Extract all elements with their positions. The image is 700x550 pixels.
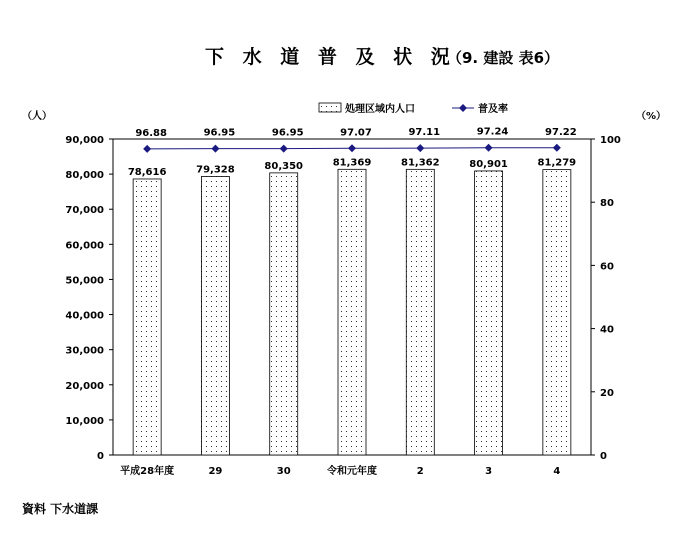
left-tick-label: 90,000 (65, 135, 104, 146)
left-tick-label: 70,000 (65, 205, 104, 217)
chart-subtitle: （9. 建設 表6） (447, 49, 560, 67)
rate-value-label: 96.95 (271, 127, 304, 139)
left-tick-label: 0 (97, 451, 104, 462)
right-tick-label: 40 (600, 324, 614, 336)
x-tick-label: 4 (553, 466, 561, 477)
rate-point (485, 144, 493, 152)
x-tick-label: 3 (485, 466, 493, 477)
rate-value-label: 96.95 (203, 127, 236, 139)
legend-bar-swatch (319, 103, 341, 112)
rate-point (143, 145, 151, 153)
rate-point (553, 144, 561, 152)
legend (319, 102, 508, 115)
legend-line-label: 普及率 (478, 104, 508, 115)
bar (270, 173, 298, 455)
right-tick-label: 100 (600, 135, 621, 146)
bar-value-label: 81,362 (400, 157, 440, 169)
bar-value-label: 80,350 (264, 160, 304, 172)
bar (133, 179, 161, 455)
source-note: 資料 下水道課 (22, 502, 99, 516)
bar-value-label: 80,901 (469, 158, 508, 170)
x-tick-label: 令和元年度 (327, 466, 377, 477)
bar (406, 169, 434, 455)
bar (475, 171, 503, 455)
bar-value-label: 81,369 (332, 157, 372, 169)
rate-point (348, 144, 356, 152)
bar-value-label: 78,616 (127, 166, 167, 178)
x-tick-label: 30 (276, 466, 291, 477)
left-tick-label: 50,000 (65, 275, 104, 287)
rate-value-label: 97.07 (340, 127, 372, 139)
right-tick-label: 80 (600, 198, 614, 210)
right-tick-label: 60 (600, 261, 614, 273)
bar (201, 176, 229, 455)
rate-value-label: 96.88 (135, 127, 167, 139)
right-tick-label: 0 (600, 451, 607, 462)
rate-value-label: 97.22 (545, 126, 577, 138)
left-tick-label: 60,000 (65, 240, 104, 252)
chart-title: 下 水 道 普 及 状 況 (205, 46, 456, 68)
x-tick-label: 平成28年度 (120, 466, 175, 477)
rate-point (416, 144, 424, 152)
right-tick-label: 20 (600, 387, 614, 399)
left-axis-unit: （人） (22, 111, 52, 122)
right-axis-unit: （%） (636, 111, 667, 122)
bar-value-label: 81,279 (537, 157, 577, 169)
left-tick-label: 40,000 (65, 310, 104, 322)
rate-point (280, 145, 288, 153)
left-tick-label: 30,000 (65, 345, 104, 357)
rate-point (211, 145, 219, 153)
legend-bar-label: 処理区域内人口 (345, 104, 415, 115)
rate-value-label: 97.11 (408, 127, 441, 139)
x-tick-label: 29 (208, 466, 223, 477)
x-tick-label: 2 (416, 466, 424, 477)
bar (543, 170, 571, 455)
legend-line-marker (459, 104, 467, 112)
bar (338, 169, 366, 455)
left-tick-label: 80,000 (65, 170, 104, 182)
rate-value-label: 97.24 (476, 126, 509, 138)
left-tick-label: 10,000 (65, 415, 104, 427)
bar-value-label: 79,328 (196, 164, 235, 176)
left-tick-label: 20,000 (65, 380, 104, 392)
